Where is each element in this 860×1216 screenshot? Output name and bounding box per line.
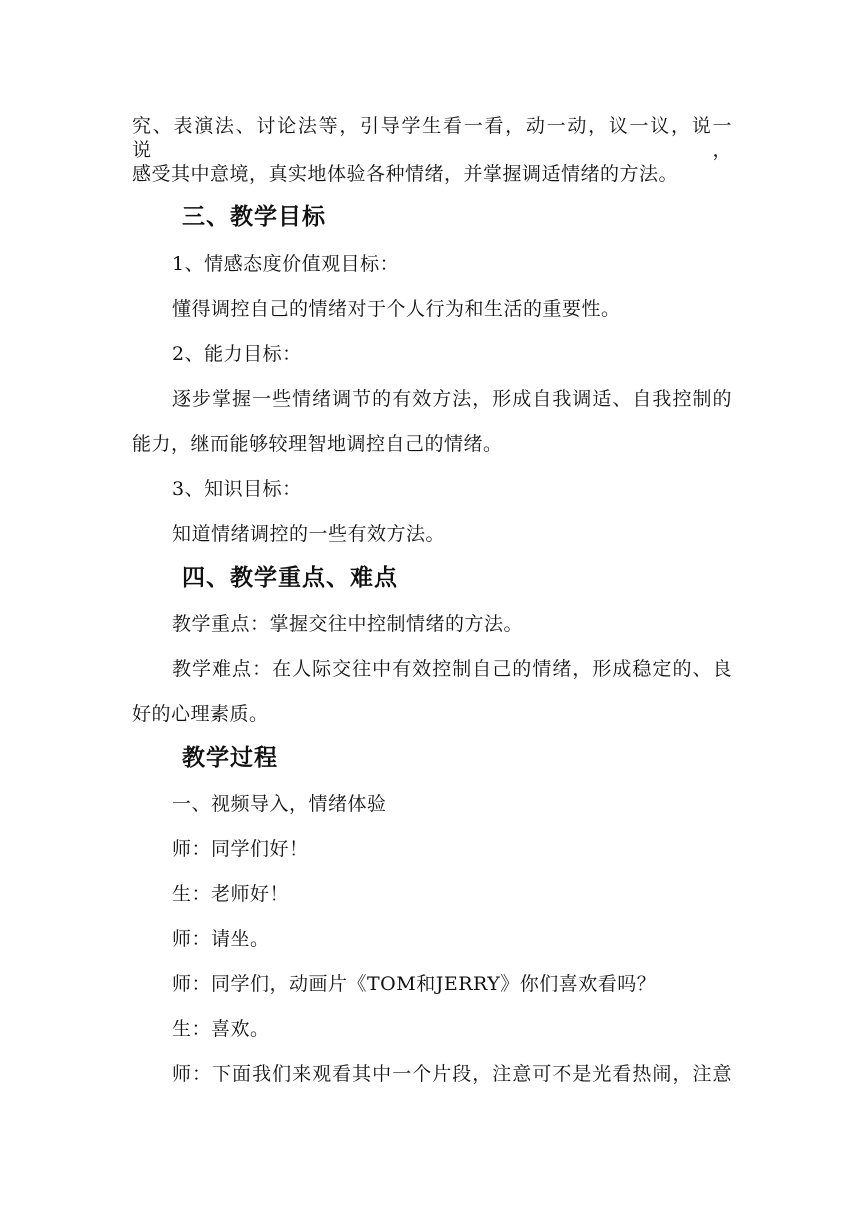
dialogue-line: 生：老师好！ [172,883,290,905]
process-step-1: 一、视频导入，情绪体验 [172,793,387,815]
section-heading-key-points: 四、教学重点、难点 [182,565,398,591]
section-heading-objectives: 三、教学目标 [182,204,326,230]
dialogue-line: 师：请坐。 [172,928,270,950]
dialogue-line: 师：同学们好！ [172,838,309,860]
paragraph-line: 感受其中意境，真实地体验各种情绪，并掌握调适情绪的方法。 [132,163,679,185]
dialogue-line: 师：下面我们来观看其中一个片段，注意可不是光看热闹，注意 [172,1063,732,1085]
dialogue-line: 生：喜欢。 [172,1018,270,1040]
objective-2-text-cont: 能力，继而能够较理智地调控自己的情绪。 [132,433,503,455]
objective-1-title: 1、情感态度价值观目标： [172,253,400,275]
objective-1-text: 懂得调控自己的情绪对于个人行为和生活的重要性。 [172,298,621,320]
objective-2-text: 逐步掌握一些情绪调节的有效方法，形成自我调适、自我控制的 [172,388,732,410]
objective-2-title: 2、能力目标： [172,343,302,365]
paragraph-line: 究、表演法、讨论法等，引导学生看一看，动一动，议一议，说一说， [132,115,732,161]
objective-3-title: 3、知识目标： [172,478,302,500]
objective-3-text: 知道情绪调控的一些有效方法。 [172,523,446,545]
dialogue-line: 师：同学们，动画片《TOM和JERRY》你们喜欢看吗？ [172,973,657,995]
difficulty-text: 教学难点：在人际交往中有效控制自己的情绪，形成稳定的、良 [172,658,732,680]
key-point-text: 教学重点：掌握交往中控制情绪的方法。 [172,613,524,635]
difficulty-text-cont: 好的心理素质。 [132,703,269,725]
section-heading-process: 教学过程 [182,745,278,771]
